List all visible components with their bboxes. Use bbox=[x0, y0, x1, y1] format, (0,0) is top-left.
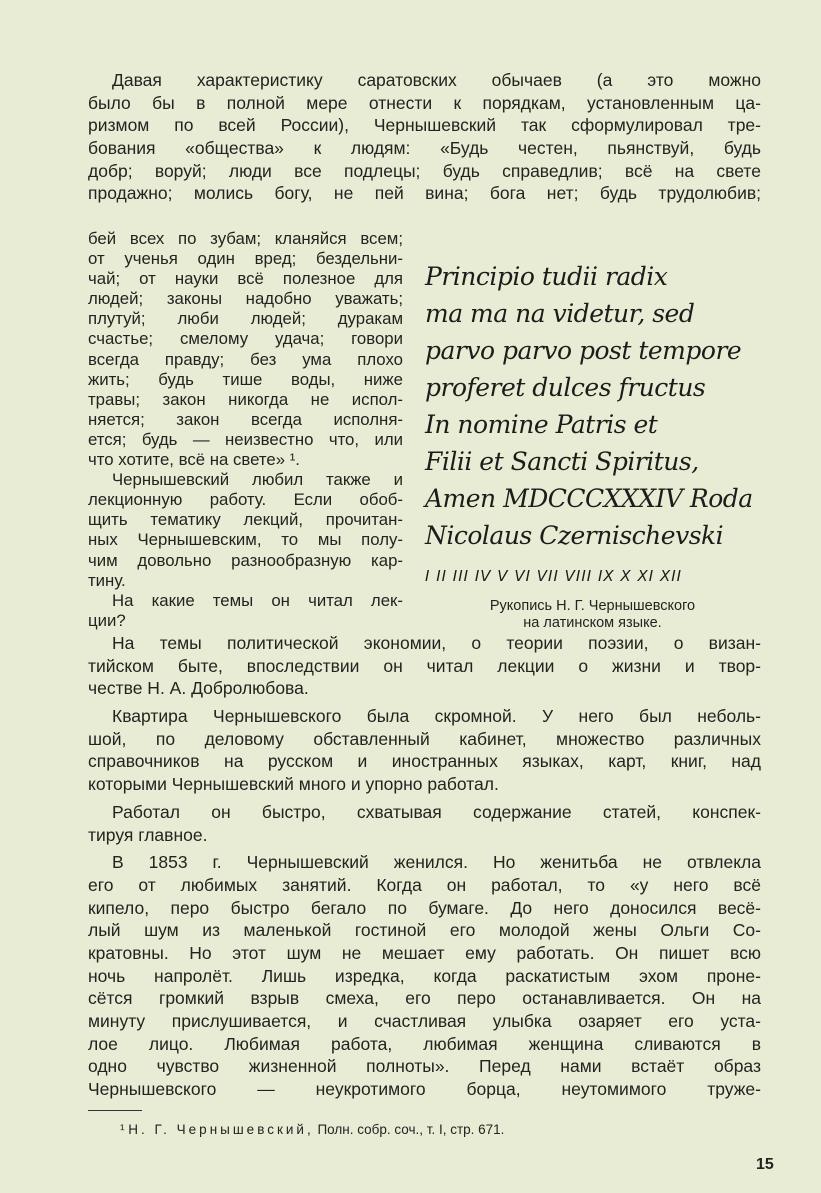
text-line: что хотите, всё на свете» ¹. bbox=[88, 450, 300, 470]
text-line: чай; от науки всё полезное для bbox=[88, 269, 403, 289]
text-line: лекционную работу. Если обоб- bbox=[88, 490, 403, 510]
caption-line: на латинском языке. bbox=[523, 615, 662, 631]
body-text-bottom bbox=[88, 632, 761, 1101]
text-line: ется; будь — неизвестно что, или bbox=[88, 429, 403, 449]
text-line: кратовны. Но этот шум не мешает ему работать. Он пишет всю bbox=[88, 942, 761, 963]
text-line: Чернышевского — неукротимого борца, неутомимого труже- bbox=[88, 1079, 761, 1100]
manuscript-line: Filii et Sancti Spiritus, bbox=[425, 447, 699, 476]
manuscript-line: Amen MDCCCXXXIV Roda bbox=[425, 484, 753, 513]
text-line: лый шум из маленькой гостиной его молодой жены Ольги Со- bbox=[88, 920, 761, 941]
text-line: ризмом по всей России), Чернышевский так сформулировал тре- bbox=[88, 115, 761, 136]
footnote-marker: ¹ bbox=[120, 1122, 125, 1137]
manuscript-line: In nomine Patris et bbox=[425, 410, 658, 439]
text-line: всегда правду; без ума плохо bbox=[88, 349, 403, 369]
caption-line: Рукопись Н. Г. Чернышевского bbox=[489, 598, 696, 614]
text-line: плутуй; люби людей; дуракам bbox=[88, 309, 403, 329]
manuscript-line: Nicolaus Czernischevski bbox=[425, 521, 724, 550]
footnote bbox=[120, 1122, 504, 1137]
page-number: 15 bbox=[756, 1156, 774, 1173]
figure-caption bbox=[425, 598, 760, 632]
text-line: честве Н. А. Добролюбова. bbox=[88, 678, 309, 699]
text-line: В 1853 г. Чернышевский женился. Но женитьба не отвлекла bbox=[112, 852, 761, 873]
body-text-left-column bbox=[88, 229, 403, 631]
text-line: которыми Чернышевский много и упорно работал. bbox=[88, 774, 499, 795]
text-line: ции? bbox=[88, 610, 126, 630]
text-line: Квартира Чернышевского была скромной. У него был неболь- bbox=[112, 706, 761, 727]
manuscript-line: parvo parvo post tempore bbox=[425, 336, 742, 365]
text-line: бей всех по зубам; кланяйся всем; bbox=[88, 229, 403, 248]
text-line: продажно; молись богу, не пей вина; бога нет; будь трудолюбив; bbox=[88, 183, 761, 204]
text-line: На темы политической экономии, о теории поэзии, о визан- bbox=[112, 633, 761, 653]
body-text-top bbox=[88, 69, 761, 205]
text-line: На какие темы он читал лек- bbox=[112, 590, 403, 610]
manuscript-illustration bbox=[425, 258, 770, 595]
text-line: жить; будь тише воды, ниже bbox=[88, 369, 403, 389]
manuscript-line: Principio tudii radix bbox=[425, 262, 668, 291]
text-line: шой, по деловому обставленный кабинет, множество различных bbox=[88, 728, 761, 749]
footnote-reference: Полн. собр. соч., т. I, стр. 671. bbox=[317, 1122, 505, 1137]
text-line: ночь напролёт. Лишь изредка, когда раскатистым эхом проне- bbox=[88, 965, 761, 986]
text-line: бования «общества» к людям: «Будь честен, пьянствуй, будь bbox=[88, 138, 761, 159]
text-line: от ученья один вред; бездельни- bbox=[88, 249, 403, 269]
text-line: счастье; смелому удача; говори bbox=[88, 329, 403, 349]
text-line: его от любимых занятий. Когда он работал, то «у него всё bbox=[88, 874, 761, 895]
manuscript-line: ma ma na videtur, sed bbox=[425, 299, 695, 328]
text-line: няется; закон всегда исполня- bbox=[88, 409, 403, 429]
text-line: ных Чернышевским, то мы полу- bbox=[88, 530, 403, 550]
text-line: щить тематику лекций, прочитан- bbox=[88, 510, 403, 530]
text-line: людей; законы надобно уважать; bbox=[88, 289, 403, 309]
text-line: было бы в полной мере отнести к порядкам, установленным ца- bbox=[88, 92, 761, 113]
text-line: чим довольно разнообразную кар- bbox=[88, 550, 403, 570]
manuscript-numerals: I II III IV V VI VII VIII IX X XI XII bbox=[425, 567, 683, 585]
text-line: Давая характеристику саратовских обычаев (а это можно bbox=[112, 70, 761, 90]
text-line: тину. bbox=[88, 570, 126, 590]
text-line: Работал он быстро, схватывая содержание статей, конспек- bbox=[112, 801, 761, 822]
text-line: справочников на русском и иностранных языках, карт, книг, над bbox=[88, 751, 761, 772]
text-line: травы; закон никогда не испол- bbox=[88, 389, 403, 409]
footnote-author: Н. Г. Чернышевский, bbox=[128, 1122, 314, 1137]
text-line: лое лицо. Любимая работа, любимая женщина сливаются в bbox=[88, 1033, 761, 1054]
text-line: добр; воруй; люди все подлецы; будь справедлив; всё на свете bbox=[88, 160, 761, 181]
manuscript-line: proferet dulces fructus bbox=[425, 373, 706, 402]
text-line: тийском быте, впоследствии он читал лекции о жизни и твор- bbox=[88, 655, 761, 676]
text-line: тируя главное. bbox=[88, 824, 208, 845]
text-line: сётся громкий взрыв смеха, его перо останавливается. Он на bbox=[88, 988, 761, 1009]
footnote-divider bbox=[88, 1110, 142, 1111]
text-line: одно чувство жизненной полноты». Перед нами встаёт образ bbox=[88, 1056, 761, 1077]
text-line: кипело, перо быстро бегало по бумаге. До него доносился весё- bbox=[88, 897, 761, 918]
text-line: минуту прислушивается, и счастливая улыбка озаряет его уста- bbox=[88, 1011, 761, 1031]
text-line: Чернышевский любил также и bbox=[112, 470, 403, 490]
